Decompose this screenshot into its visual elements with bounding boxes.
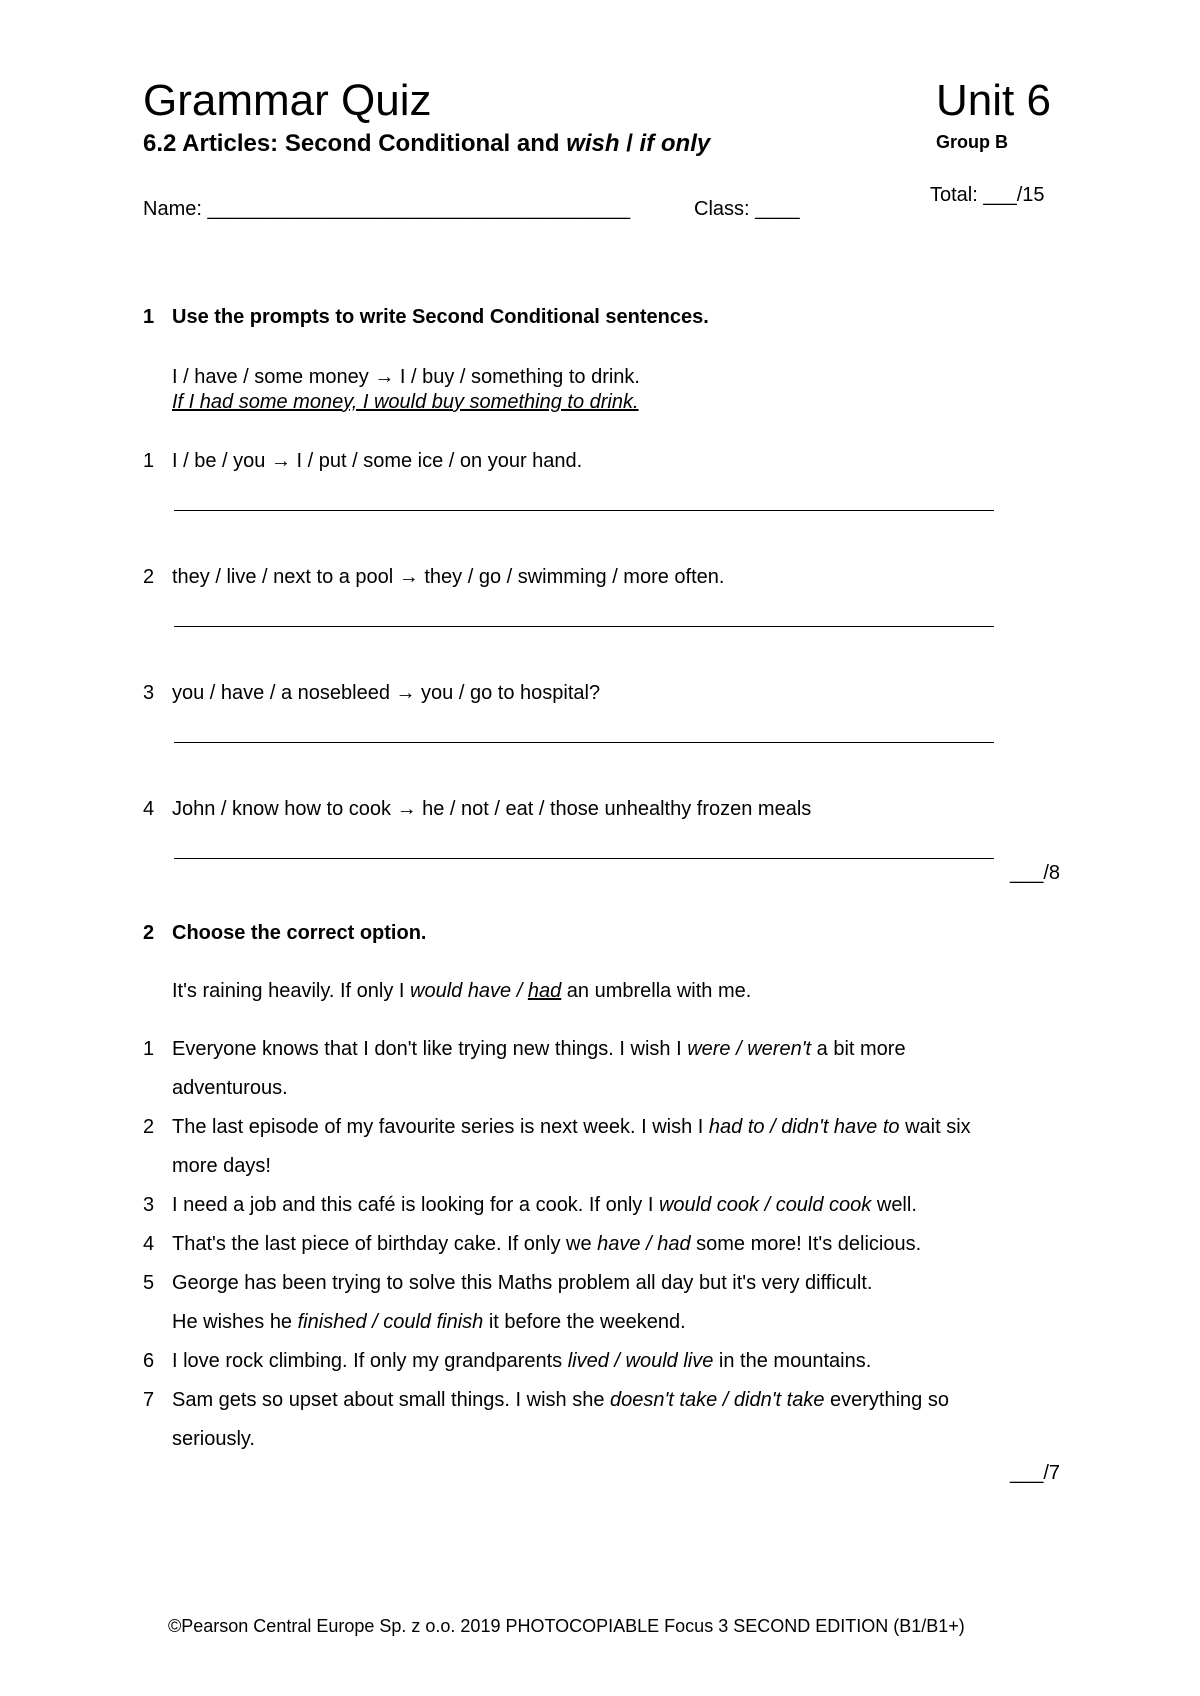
ex2-item-lead-in: George has been trying to solve this Maths problem all day but it's very difficult. [172,1272,873,1294]
answer-line[interactable] [174,858,994,859]
sentence-text: in the mountains. [713,1350,872,1372]
ex1-item-prompt: you / have / a nosebleed → you / go to hospital? [172,682,601,704]
ex2-instruction: Choose the correct option. [172,922,427,944]
sentence-text: Sam gets so upset about small things. I wish she [172,1389,610,1411]
sentence-text: Everyone knows that I don't like trying new things. I wish I [172,1038,688,1060]
option-separator: / [608,1350,626,1372]
sentence-text: That's the last piece of birthday cake. If only we [172,1233,598,1255]
sentence-text: wait six [899,1116,971,1138]
ex2-item-sentence [172,1389,949,1412]
option-one[interactable]: finished [297,1311,367,1333]
ex1-item-number: 2 [143,566,155,588]
ex2-number: 2 [143,922,155,944]
sentence-text: it before the weekend. [483,1311,686,1333]
subtitle-wish: wish [566,130,620,157]
option-two[interactable]: could cook [775,1194,872,1216]
option-two[interactable]: could finish [383,1311,484,1333]
sentence-text: well. [871,1194,917,1216]
option-separator: / [366,1311,384,1333]
option-separator: / [730,1038,748,1060]
ex1-item-prompt: they / live / next to a pool → they / go / swimming / more often. [172,566,725,588]
sentence-text: I love rock climbing. If only my grandparents [172,1350,568,1372]
option-two[interactable]: didn't have to [781,1116,900,1138]
option-two[interactable]: would live [625,1350,714,1372]
sentence-text: an umbrella with me. [561,980,752,1002]
subtitle-text: 6.2 Articles: Second Conditional and [143,130,567,157]
ex2-item-sentence [172,1194,917,1217]
copyright-footer: ©Pearson Central Europe Sp. z o.o. 2019 PHOTOCOPIABLE Focus 3 SECOND EDITION (B1/B1+) [168,1616,965,1636]
sentence-text: some more! It's delicious. [690,1233,922,1255]
sentence-text: a bit more [811,1038,906,1060]
ex1-example-prompt: I / have / some money → I / buy / something to drink. [172,366,640,388]
option-separator: / [764,1116,782,1138]
ex2-item-sentence [172,1311,686,1334]
option-one[interactable]: doesn't take [610,1389,718,1411]
ex2-item-number: 1 [143,1038,155,1060]
ex1-instruction: Use the prompts to write Second Conditional sentences. [172,306,709,328]
ex2-item-continuation: more days! [172,1155,271,1177]
class-field[interactable]: Class: ____ [694,198,800,220]
option-separator: / [717,1389,734,1411]
ex2-item-number: 7 [143,1389,155,1411]
total-score: Total: ___/15 [930,184,1045,206]
ex2-item-number: 2 [143,1116,155,1138]
ex1-item-number: 1 [143,450,155,472]
ex2-item-number: 5 [143,1272,155,1294]
ex1-example-answer: If I had some money, I would buy something to drink. [172,391,639,413]
option-two[interactable]: had [657,1233,691,1255]
sentence-text: everything so [824,1389,949,1411]
ex2-item-sentence [172,1350,871,1373]
ex1-score: ___/8 [1010,862,1061,884]
ex2-item-sentence [172,1233,921,1256]
ex1-item-prompt: John / know how to cook → he / not / eat / those unhealthy frozen meals [172,798,812,820]
ex1-number: 1 [143,306,155,328]
name-field[interactable]: Name: ______________________________________ [143,198,631,220]
answer-line[interactable] [174,742,994,743]
subtitle-if-only: if only [639,130,711,157]
subtitle-separator: / [619,130,640,157]
option-separator: / [640,1233,658,1255]
option-one[interactable]: lived [567,1350,609,1372]
ex1-item-number: 4 [143,798,155,820]
ex2-item-sentence [172,1116,971,1139]
sentence-text: He wishes he [172,1311,298,1333]
option-two[interactable]: had [527,980,562,1002]
ex2-item-number: 6 [143,1350,155,1372]
answer-line[interactable] [174,626,994,627]
option-one[interactable]: had to [708,1116,765,1138]
option-two[interactable]: didn't take [733,1389,825,1411]
sentence-text: The last episode of my favourite series is next week. I wish I [172,1116,709,1138]
ex2-item-sentence [172,1038,906,1061]
sentence-text: I need a job and this café is looking for a cook. If only I [172,1194,659,1216]
ex2-item-continuation: seriously. [172,1428,255,1450]
option-separator: / [759,1194,776,1216]
option-one[interactable]: were [687,1038,731,1060]
ex2-item-continuation: adventurous. [172,1077,288,1099]
option-one[interactable]: have [597,1233,641,1255]
sentence-text: It's raining heavily. If only I [172,980,410,1002]
quiz-title: Grammar Quiz [143,76,432,125]
quiz-subtitle [143,130,710,158]
ex1-item-number: 3 [143,682,155,704]
group-label: Group B [936,132,1008,152]
option-separator: / [511,980,528,1002]
ex2-score: ___/7 [1010,1462,1061,1484]
option-two[interactable]: weren't [747,1038,812,1060]
unit-label: Unit 6 [936,76,1051,125]
option-one[interactable]: would cook [658,1194,760,1216]
ex2-item-number: 3 [143,1194,155,1216]
answer-line[interactable] [174,510,994,511]
ex1-item-prompt: I / be / you → I / put / some ice / on your hand. [172,450,583,472]
ex2-item-number: 4 [143,1233,155,1255]
option-one[interactable]: would have [410,980,512,1002]
ex2-example [172,980,751,1003]
